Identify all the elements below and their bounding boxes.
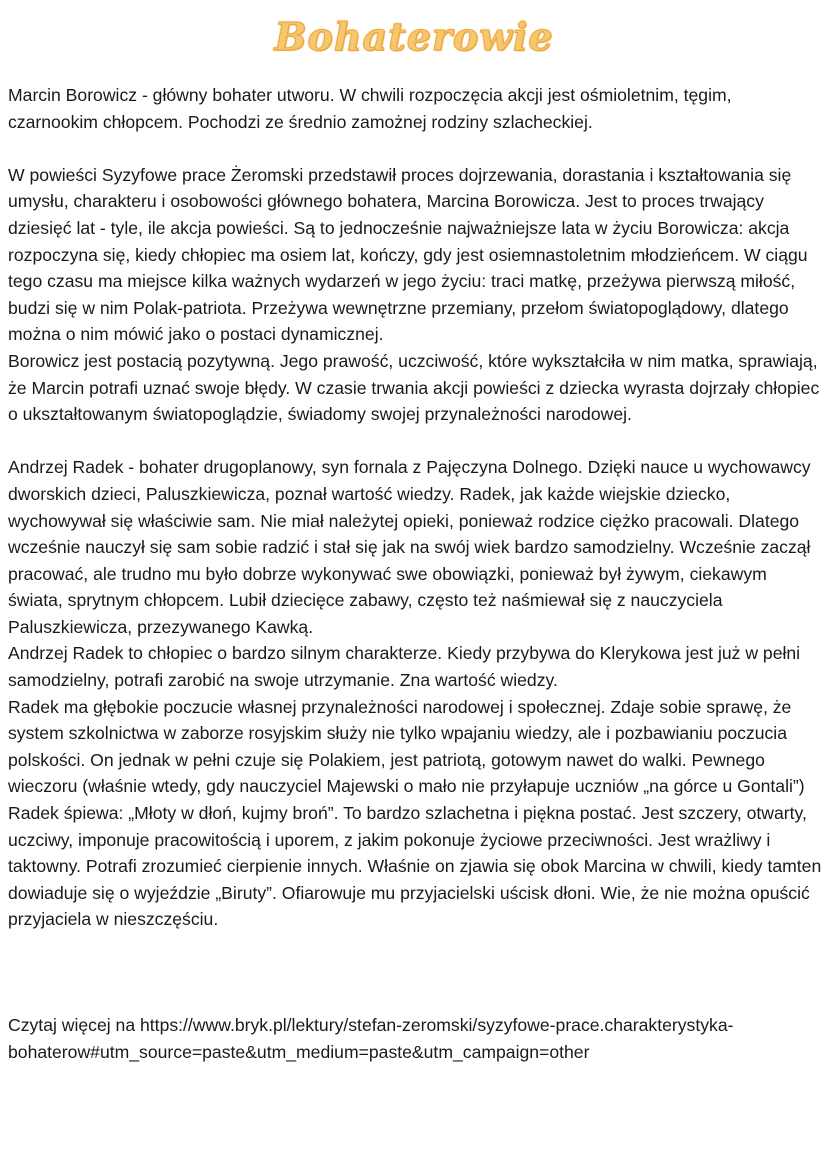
paragraph-borowicz-character: Borowicz jest postacią pozytywną. Jego prawość, uczciwość, które wykształciła w nim matka, sprawiają, że Marcin potrafi uznać swoje błędy. W czasie trwania akcji powieści z dziecka wyrasta dojrzały chłopiec o ukształtowanym światopoglądzie, świadomy swojej przynależności narodowej. [8,350,820,425]
paragraph-borowicz-intro: Marcin Borowicz - główny bohater utworu. W chwili rozpoczęcia akcji jest ośmioletnim, tęgim, czarnookim chłopcem. Pochodzi ze średnio zamożnej rodziny szlacheckiej. [8,85,732,132]
paragraph-radek-character: Andrzej Radek to chłopiec o bardzo silnym charakterze. Kiedy przybywa do Klerykowa jest już w pełni samodzielny, potrafi zarobić na swoje utrzymanie. Zna wartość wiedzy. [8,643,801,691]
page-title: Bohaterowie [274,14,554,59]
title-container [0,14,828,60]
paragraph-spacer [8,135,826,162]
source-note: Czytaj więcej na https://www.bryk.pl/lektury/stefan-zeromski/syzyfowe-prace.charakterystyka-bohaterow#utm_source=paste&utm_medium=paste&utm_campaign=other [8,1015,734,1062]
paragraph-radek-intro: Andrzej Radek - bohater drugoplanowy, syn fornala z Pajęczyna Dolnego. Dzięki nauce u wychowawcy dworskich dzieci, Paluszkiewicza, poznał wartość wiedzy. Radek, jak każde wiejskie dziecko, wychowywał się właściwie sam. Nie miał należytej opieki, ponieważ rodzice ciężko pracowali. Dlatego wcześnie nauczył się sam sobie radzić i stał się jak na swój wiek bardzo samodzielny. Wcześnie zaczął pracować, ale trudno mu było dobrze wykonywać swe obowiązki, ponieważ był żywym, ciekawym świata, sprytnym chłopcem. Lubił dziecięce zabawy, często też naśmiewał się z nauczyciela Paluszkiewicza, przezywanego Kawką. [8,457,811,637]
paragraph-spacer [8,933,826,1012]
paragraph-spacer [8,428,826,455]
document-body [8,82,826,1065]
paragraph-borowicz-development: W powieści Syzyfowe prace Żeromski przedstawił proces dojrzewania, dorastania i kształtowania się umysłu, charakteru i osobowości głównego bohatera, Marcina Borowicza. Jest to proces trwający dziesięć lat - tyle, ile akcja powieści. Są to jednocześnie najważniejsze lata w życiu Borowicza: akcja rozpoczyna się, kiedy chłopiec ma osiem lat, kończy, gdy jest osiemnastoletnim młodzieńcem. W ciągu tego czasu ma miejsce kilka ważnych wydarzeń w jego życiu: traci matkę, przeżywa pierwszą miłość, budzi się w nim Polak-patriota. Przeżywa wewnętrzne przemiany, przełom światopoglądowy, dlatego można o nim mówić jako o postaci dynamicznej. [8,164,808,345]
paragraph-radek-patriotism: Radek ma głębokie poczucie własnej przynależności narodowej i społecznej. Zdaje sobie sprawę, że system szkolnictwa w zaborze rosyjskim służy nie tylko wpajaniu wiedzy, ale i pozbawianiu poczucia polskości. On jednak w pełni czuje się Polakiem, jest patriotą, gotowym nawet do walki. Pewnego wieczoru (właśnie wtedy, gdy nauczyciel Majewski o mało nie przyłapuje uczniów „na górce u Gontali”) Radek śpiewa: „Młoty w dłoń, kujmy broń”. To bardzo szlachetna i piękna postać. Jest szczery, otwarty, uczciwy, imponuje pracowitością i uporem, z jakim pokonuje życiowe przeciwności. Jest wrażliwy i taktowny. Potrafi zrozumieć cierpienie innych. Właśnie on zjawia się obok Marcina w chwili, kiedy tamten dowiaduje się o wyjeździe „Biruty”. Ofiarowuje mu przyjacielski uścisk dłoni. Wie, że nie można opuścić przyjaciela w nieszczęściu. [8,696,822,930]
